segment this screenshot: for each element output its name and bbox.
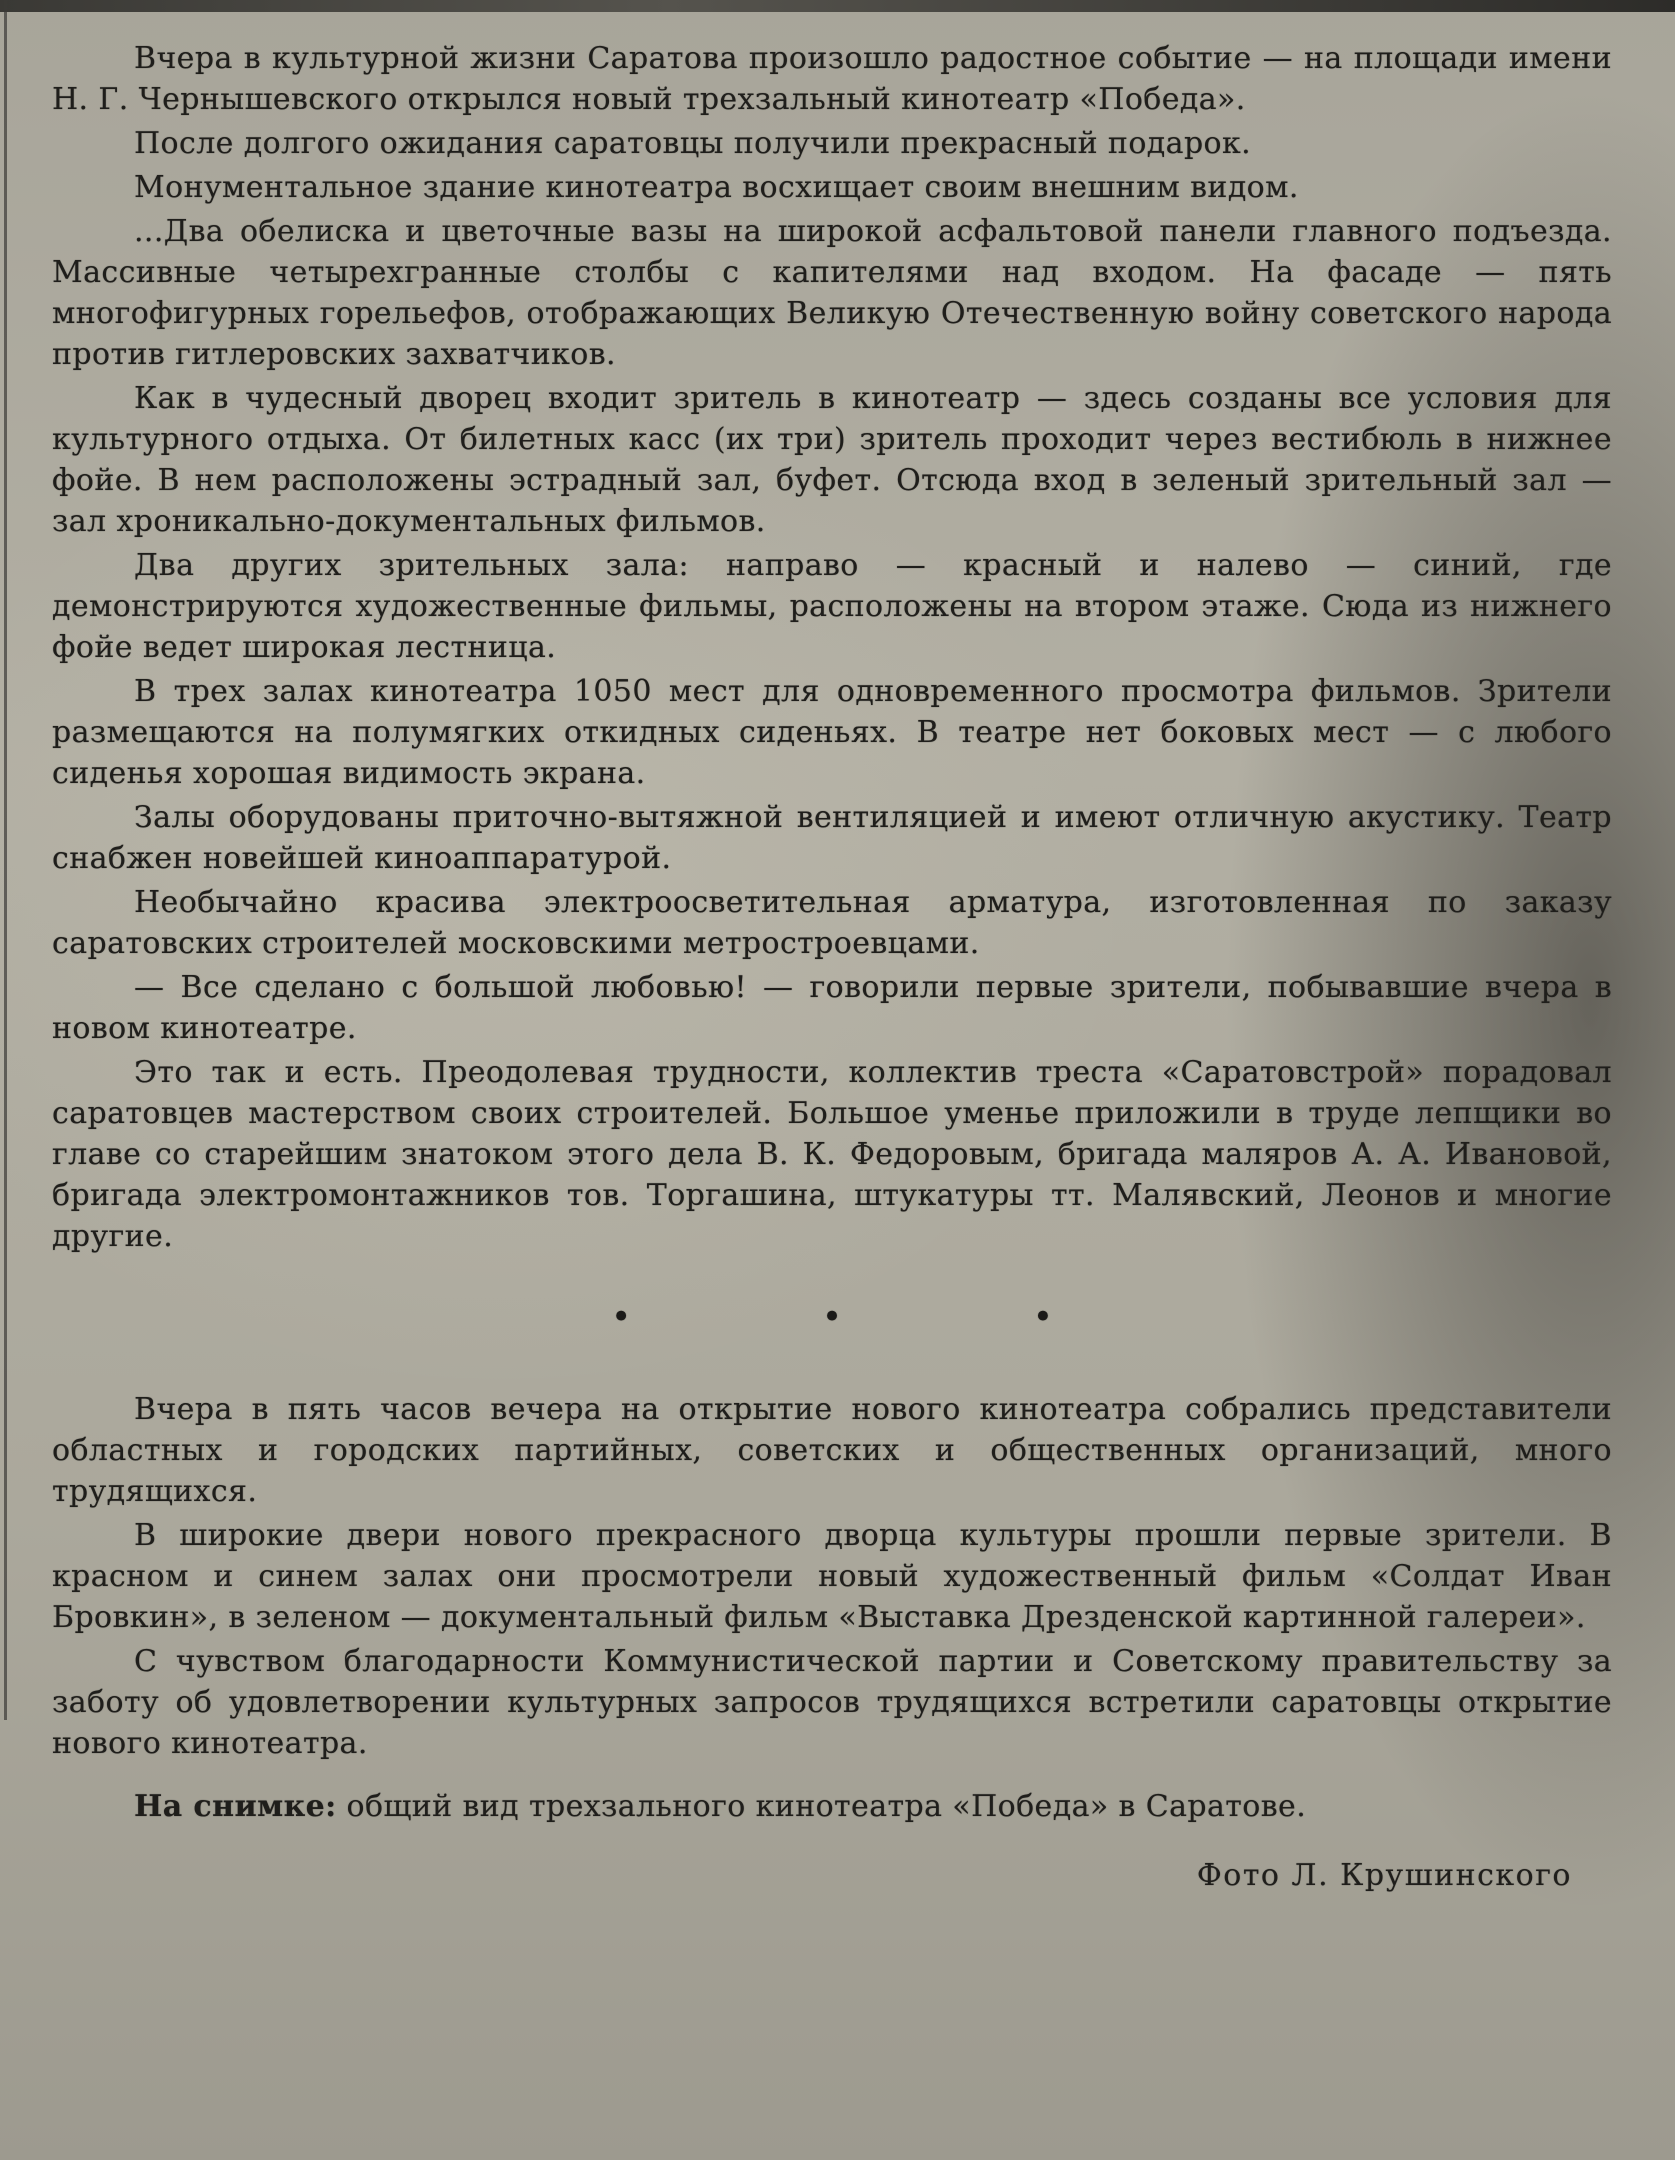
article-paragraph: Необычайно красива электроосветительная арматура, изготовленная по заказу саратовских строителей московскими метростроевцами.	[52, 885, 1612, 961]
article-paragraph: В широкие двери нового прекрасного дворца культуры прошли первые зрители. В красном и синем залах они просмотрели новый художественный фильм «Солдат Иван Бровкин», в зеленом — документальный фильм «Выставка Дрезденской картинной галереи».	[52, 1518, 1612, 1635]
article-paragraph: Монументальное здание кинотеатра восхищает своим внешним видом.	[134, 170, 1299, 205]
article-paragraph: Как в чудесный дворец входит зритель в кинотеатр — здесь созданы все условия для культурного отдыха. От билетных касс (их три) зритель проходит через вестибюль в нижнее фойе. В нем расположены эстрадный зал, буфет. Отсюда вход в зеленый зрительный зал — зал хроникально-документальных фильмов.	[52, 381, 1612, 539]
article-paragraph: Вчера в пять часов вечера на открытие нового кинотеатра собрались представители областных и городских партийных, советских и общественных организаций, много трудящихся.	[52, 1392, 1612, 1509]
article-paragraph: Залы оборудованы приточно-вытяжной вентиляцией и имеют отличную акустику. Театр снабжен новейшей киноаппаратурой.	[52, 800, 1612, 876]
photo-caption	[52, 1786, 1612, 1827]
article-paragraph: После долгого ожидания саратовцы получили прекрасный подарок.	[134, 126, 1252, 161]
article-paragraph: Вчера в культурной жизни Саратова произошло радостное событие — на площади имени Н. Г. Чернышевского открылся новый трехзальный кинотеатр «Победа».	[52, 41, 1612, 117]
article-paragraph: С чувством благодарности Коммунистической партии и Советскому правительству за заботу об удовлетворении культурных запросов трудящихся встретили саратовцы открытие нового кинотеатра.	[52, 1644, 1612, 1761]
column-rule	[4, 0, 7, 1720]
caption-text: общий вид трехзального кинотеатра «Победа» в Саратове.	[346, 1789, 1307, 1824]
article-paragraph: ...Два обелиска и цветочные вазы на широкой асфальтовой панели главного подъезда. Массивные четырехгранные столбы с капителями над входом. На фасаде — пять многофигурных горельефов, отображающих Великую Отечественную войну советского народа против гитлеровских захватчиков.	[52, 214, 1612, 372]
article-paragraph: Это так и есть. Преодолевая трудности, коллектив треста «Саратовстрой» порадовал саратовцев мастерством своих строителей. Большое уменье приложили в труде лепщики во главе со старейшим знатоком этого дела В. К. Федоровым, бригада маляров А. А. Ивановой, бригада электромонтажников тов. Торгашина, штукатуры тт. Малявский, Леонов и многие другие.	[52, 1055, 1612, 1254]
caption-label: На снимке:	[134, 1789, 337, 1824]
photo-credit: Фото Л. Крушинского	[1196, 1858, 1572, 1893]
article-paragraph: — Все сделано с большой любовью! — говорили первые зрители, побывавшие вчера в новом кинотеатре.	[52, 970, 1612, 1046]
article-paragraph: Два других зрительных зала: направо — красный и налево — синий, где демонстрируются художественные фильмы, расположены на втором этаже. Сюда из нижнего фойе ведет широкая лестница.	[52, 548, 1612, 665]
article-body	[52, 38, 1612, 1896]
article-paragraph: В трех залах кинотеатра 1050 мест для одновременного просмотра фильмов. Зрители размещаются на полумягких откидных сиденьях. В театре нет боковых мест — с любого сиденья хорошая видимость экрана.	[52, 674, 1612, 791]
torn-top-edge	[0, 0, 1675, 12]
section-separator: • • •	[611, 1297, 1143, 1337]
